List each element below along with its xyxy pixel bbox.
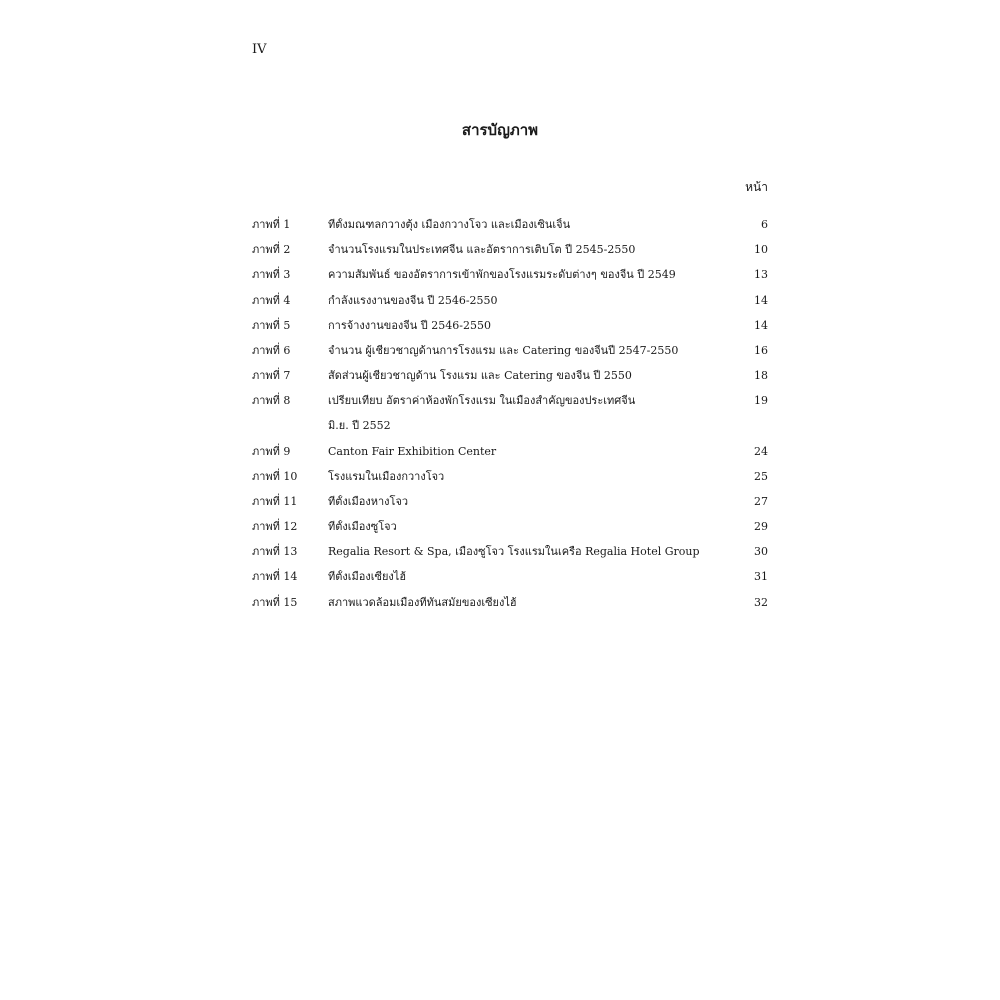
figure-label: ภาพที่ 5 bbox=[252, 318, 291, 332]
figure-title: สภาพแวดล้อมเมืองที่ทันสมัยของเซี่ยงไฮ้ bbox=[328, 595, 517, 609]
figure-page: 32 bbox=[754, 595, 768, 609]
toc-entry[interactable] bbox=[252, 470, 768, 484]
figure-title-line: เปรียบเทียบ อัตราค่าห้องพักโรงแรม ในเมืองสำคัญของประเทศจีน bbox=[328, 394, 636, 408]
figure-label: ภาพที่ 14 bbox=[252, 570, 298, 584]
figure-title: จำนวน ผู้เชี่ยวชาญด้านการโรงแรม และ Catering ของจีนปี 2547-2550 bbox=[328, 343, 679, 357]
toc-entry[interactable] bbox=[252, 545, 768, 559]
figure-label: ภาพที่ 4 bbox=[252, 293, 291, 307]
figure-title: ที่ตั้งเมืองเซี่ยงไฮ้ bbox=[328, 570, 407, 584]
figure-label: ภาพที่ 2 bbox=[252, 243, 291, 257]
figure-label: ภาพที่ 7 bbox=[252, 369, 291, 383]
toc-entry[interactable] bbox=[252, 520, 768, 534]
toc-entry[interactable] bbox=[252, 268, 768, 282]
page-title: สารบัญภาพ bbox=[461, 121, 539, 139]
figure-label: ภาพที่ 9 bbox=[252, 444, 291, 458]
figure-page: 24 bbox=[754, 444, 768, 458]
toc-entry[interactable] bbox=[252, 445, 768, 459]
figure-title: Regalia Resort & Spa, เมืองซูโจว โรงแรมในเครือ Regalia Hotel Group bbox=[328, 545, 700, 559]
figure-label: ภาพที่ 1 bbox=[252, 218, 291, 231]
page-number: IV bbox=[252, 42, 267, 57]
figure-page: 19 bbox=[754, 394, 768, 408]
page-column-header: หน้า bbox=[745, 180, 768, 194]
toc-entry[interactable] bbox=[252, 294, 768, 308]
figure-title: ที่ตั้งเมืองหางโจว bbox=[328, 494, 409, 508]
figure-page: 14 bbox=[754, 318, 768, 332]
toc-entry[interactable] bbox=[252, 495, 768, 509]
figure-label: ภาพที่ 8 bbox=[252, 394, 291, 408]
figure-page: 25 bbox=[754, 469, 768, 483]
toc-entry[interactable] bbox=[252, 319, 768, 333]
table-of-figures bbox=[252, 218, 768, 621]
figure-page: 30 bbox=[754, 545, 768, 559]
figure-title: ที่ตั้งเมืองซูโจว bbox=[328, 520, 397, 534]
figure-page: 31 bbox=[754, 570, 768, 584]
figure-label: ภาพที่ 11 bbox=[252, 494, 298, 508]
toc-entry[interactable] bbox=[252, 243, 768, 257]
figure-title bbox=[328, 394, 728, 433]
figure-label: ภาพที่ 10 bbox=[252, 469, 298, 483]
figure-label: ภาพที่ 3 bbox=[252, 268, 291, 282]
figure-page: 13 bbox=[754, 268, 768, 282]
figure-page: 27 bbox=[754, 494, 768, 508]
figure-title-continuation: มิ.ย. ปี 2552 bbox=[328, 419, 391, 433]
figure-page: 14 bbox=[754, 293, 768, 307]
toc-entry[interactable] bbox=[252, 596, 768, 610]
figure-title: ที่ตั้งมณฑลกวางตุ้ง เมืองกวางโจว และเมืองเซินเจิ้น bbox=[328, 218, 571, 231]
figure-title: การจ้างงานของจีน ปี 2546-2550 bbox=[328, 318, 491, 332]
figure-title: โรงแรมในเมืองกวางโจว bbox=[328, 469, 445, 483]
figure-page: 6 bbox=[761, 218, 768, 231]
figure-title: กำลังแรงงานของจีน ปี 2546-2550 bbox=[328, 293, 498, 307]
toc-entry[interactable] bbox=[252, 218, 768, 232]
figure-title: จำนวนโรงแรมในประเทศจีน และอัตราการเติบโต ปี 2545-2550 bbox=[328, 243, 636, 257]
figure-title: ความสัมพันธ์ ของอัตราการเข้าพักของโรงแรมระดับต่างๆ ของจีน ปี 2549 bbox=[328, 268, 676, 282]
figure-label: ภาพที่ 12 bbox=[252, 520, 298, 534]
figure-label: ภาพที่ 6 bbox=[252, 343, 291, 357]
toc-entry[interactable] bbox=[252, 394, 768, 433]
toc-entry[interactable] bbox=[252, 369, 768, 383]
figure-page: 16 bbox=[754, 343, 768, 357]
toc-entry[interactable] bbox=[252, 344, 768, 358]
figure-label: ภาพที่ 15 bbox=[252, 595, 298, 609]
toc-entry[interactable] bbox=[252, 570, 768, 584]
figure-page: 10 bbox=[754, 243, 768, 257]
figure-title: สัดส่วนผู้เชี่ยวชาญด้าน โรงแรม และ Catering ของจีน ปี 2550 bbox=[328, 369, 632, 383]
figure-page: 18 bbox=[754, 369, 768, 383]
figure-page: 29 bbox=[754, 520, 768, 534]
figure-label: ภาพที่ 13 bbox=[252, 545, 298, 559]
figure-title: Canton Fair Exhibition Center bbox=[328, 444, 497, 458]
